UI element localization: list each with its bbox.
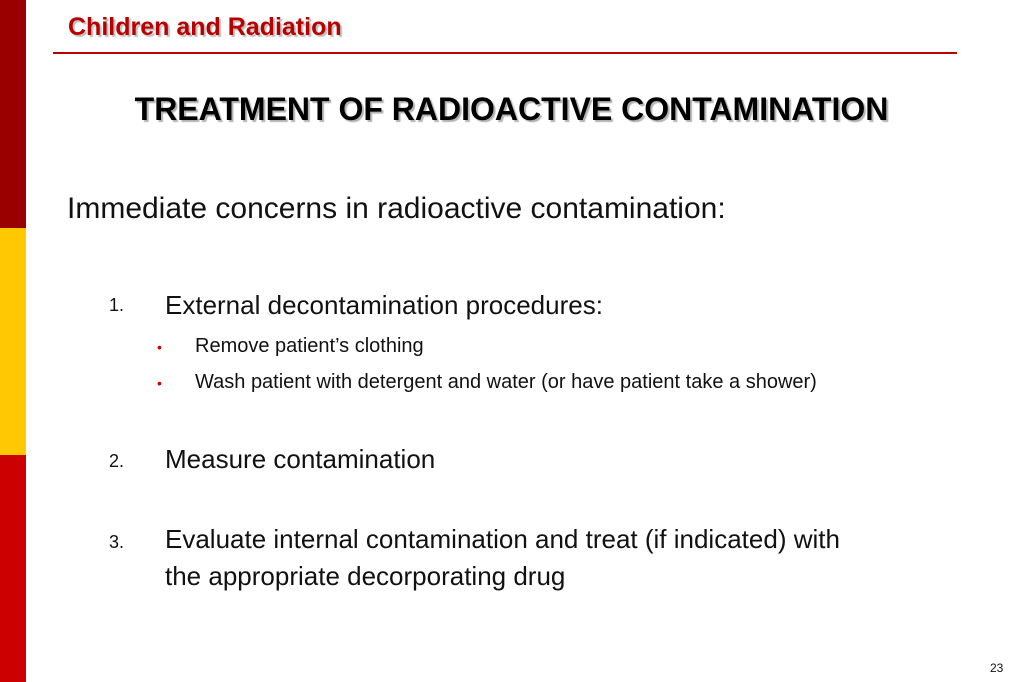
list-item-text: Measure contamination (165, 444, 436, 474)
bullet-icon: • (157, 375, 162, 391)
slide-title: TREATMENT OF RADIOACTIVE CONTAMINATION (134, 91, 889, 127)
bullet-icon: • (157, 339, 162, 355)
header-title: Children and Radiation (68, 13, 342, 41)
list-item-number: 3. (109, 532, 125, 552)
header-divider (53, 52, 957, 54)
sidebar-band-middle (0, 228, 26, 455)
list-item-text-continued: the appropriate decorporating drug (165, 561, 566, 591)
list-item-text: Evaluate internal contamination and treat (if indicated) with (165, 524, 840, 554)
sub-list-item: Wash patient with detergent and water (or have patient take a shower) (195, 371, 817, 393)
sub-list-item: Remove patient’s clothing (195, 335, 424, 357)
sidebar-band-bottom (0, 455, 26, 682)
list-item-text: External decontamination procedures: (165, 290, 603, 320)
list-item-number: 2. (109, 451, 125, 471)
intro-text: Immediate concerns in radioactive contamination: (67, 192, 726, 225)
list-item-number: 1. (109, 295, 125, 315)
page-number: 23 (990, 661, 1004, 675)
